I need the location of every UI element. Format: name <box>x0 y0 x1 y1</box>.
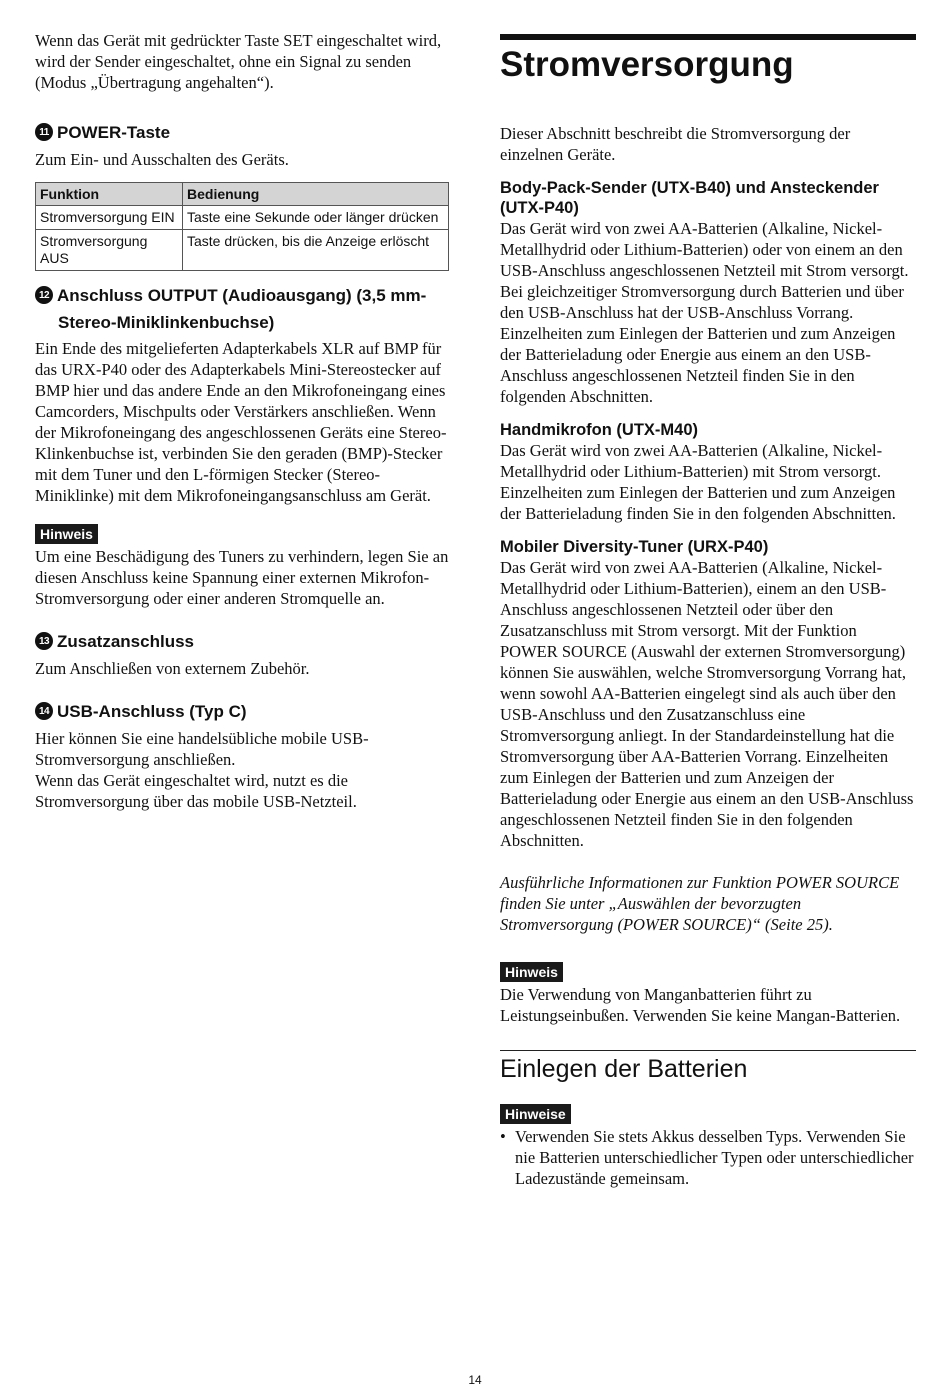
bullet-text: Verwenden Sie stets Akkus desselben Typs. Verwenden Sie nie Batterien unterschiedlicher Typen oder unterschiedlicher Ladezustände gemeinsam. <box>515 1127 914 1188</box>
note-text: Die Verwendung von Manganbatterien führt zu Leistungseinbußen. Verwenden Sie keine Mangan-Batterien. <box>500 985 901 1025</box>
list-item <box>500 1126 916 1189</box>
section-11-heading <box>35 122 450 143</box>
number-11-icon: 11 <box>35 123 53 141</box>
bullet-icon: • <box>500 1127 506 1146</box>
note-text: Um eine Beschädigung des Tuners zu verhindern, legen Sie an diesen Anschluss keine Spannung einer externen Mikrofon-Stromversorgung oder einer anderen Stromquelle an. <box>35 547 449 608</box>
note-badge: Hinweis <box>35 524 98 544</box>
sub1-text: Das Gerät wird von zwei AA-Batterien (Alkaline, Nickel-Metallhydrid oder Lithium-Batterien) oder von einem an den USB-Anschluss angeschlossenen Netzteil mit Strom versorgt. Bei gleichzeitiger Stromversorgung durch Batterien und über den USB-Anschluss hat der USB-Anschluss Vorrang. Einzelheiten zum Einlegen der Batterien und zum Anzeigen der Batterieladung oder Energie aus einem an den USB-Anschluss angeschlossenen Netzteil finden Sie in den folgenden Abschnitten. <box>500 219 909 406</box>
sub3-title: Mobiler Diversity-Tuner (URX-P40) <box>500 538 769 556</box>
section-14-text1: Hier können Sie eine handelsübliche mobile USB-Stromversorgung anschließen. <box>35 729 369 769</box>
number-13-icon: 13 <box>35 632 53 650</box>
section-11-title: POWER-Taste <box>57 123 171 142</box>
table-row <box>36 230 449 271</box>
table-cell: Taste drücken, bis die Anzeige erlöscht <box>183 230 449 271</box>
sub3-text: Das Gerät wird von zwei AA-Batterien (Alkaline, Nickel-Metallhydrid oder Lithium-Batterien), einem an den USB-Anschluss angeschlossenen Netzteil oder über den Zusatzanschluss mit Strom versorgt. Mit der Funktion POWER SOURCE (Auswahl der externen Stromversorgung) können Sie auswählen, welche Stromversorgung Vorrang hat, wenn sowohl AA-Batterien eingelegt sind als auch über den USB-Anschluss und den Zusatzanschluss eine Stromversorgung anliegt. In der Standardeinstellung hat die Stromversorgung über AA-Batterien Vorrang. Einzelheiten zum Einlegen der Batterien und zum Anzeigen der Batterieladung oder Energie aus einem an den USB-Anschluss angeschlossenen Netzteil finden Sie in den folgenden Abschnitten. <box>500 558 914 850</box>
notes-badge: Hinweise <box>500 1104 571 1124</box>
section-12-heading <box>35 285 450 306</box>
section-12-title-line1: Anschluss OUTPUT (Audioausgang) (3,5 mm- <box>57 286 427 305</box>
reference-text: Ausführliche Informationen zur Funktion POWER SOURCE finden Sie unter „Auswählen der bevorzugten Stromversorgung (POWER SOURCE)“ (Seite 25). <box>500 873 900 934</box>
note-badge: Hinweis <box>500 962 563 982</box>
section-12-title-line2: Stereo-Miniklinkenbuchse) <box>58 313 275 332</box>
table-header-cell: Funktion <box>36 183 183 206</box>
title-bar <box>500 34 916 40</box>
section-rule <box>500 1050 916 1051</box>
right-intro: Dieser Abschnitt beschreibt die Stromversorgung der einzelnen Geräte. <box>500 124 851 164</box>
section-13-text: Zum Anschließen von externem Zubehör. <box>35 659 310 678</box>
number-14-icon: 14 <box>35 702 53 720</box>
table-header-cell: Bedienung <box>183 183 449 206</box>
section-14-heading <box>35 701 450 722</box>
left-column <box>35 30 450 812</box>
table-cell: Stromversorgung EIN <box>36 206 183 230</box>
right-column <box>500 30 916 1189</box>
section-14-title: USB-Anschluss (Typ C) <box>57 702 247 721</box>
page-title: Stromversorgung <box>500 45 794 84</box>
section-title: Einlegen der Batterien <box>500 1055 748 1083</box>
sub2-title: Handmikrofon (UTX-M40) <box>500 421 698 439</box>
section-11-text: Zum Ein- und Ausschalten des Geräts. <box>35 150 289 169</box>
section-12-text: Ein Ende des mitgelieferten Adapterkabels XLR auf BMP für das URX-P40 oder des Adapterkabels Mini-Stereostecker auf BMP hier und das andere Ende an den Mikrofoneingang eines Camcorders, Mischpults oder Verstärkers anschließen. Wenn der Mikrofoneingang des angeschlossenen Geräts eine Stereo-Klinkenbuchse ist, verbinden Sie den geraden (BMP)-Stecker mit dem Tuner und den L-förmigen Stecker (Stereo-Miniklinke) mit dem Mikrofoneingangsanschluss am Gerät. <box>35 339 447 505</box>
section-13-heading <box>35 631 450 652</box>
table-cell: Taste eine Sekunde oder länger drücken <box>183 206 449 230</box>
power-table <box>35 182 449 271</box>
intro-paragraph: Wenn das Gerät mit gedrückter Taste SET eingeschaltet wird, wird der Sender eingeschaltet, ohne ein Signal zu senden (Modus „Übertragung angehalten“). <box>35 31 442 92</box>
page-number: 14 <box>468 1373 482 1387</box>
sub1-title: Body-Pack-Sender (UTX-B40) und Ansteckender (UTX-P40) <box>500 179 879 217</box>
section-13-title: Zusatzanschluss <box>57 632 194 651</box>
number-12-icon: 12 <box>35 286 53 304</box>
table-cell: Stromversorgung AUS <box>36 230 183 271</box>
table-header-row <box>36 183 449 206</box>
table-row <box>36 206 449 230</box>
section-14-text2: Wenn das Gerät eingeschaltet wird, nutzt es die Stromversorgung über das mobile USB-Netzteil. <box>35 771 357 811</box>
sub2-text: Das Gerät wird von zwei AA-Batterien (Alkaline, Nickel-Metallhydrid oder Lithium-Batterien) mit Strom versorgt. Einzelheiten zum Einlegen der Batterien und zum Anzeigen der Batterieladung finden Sie in den folgenden Abschnitten. <box>500 441 896 523</box>
